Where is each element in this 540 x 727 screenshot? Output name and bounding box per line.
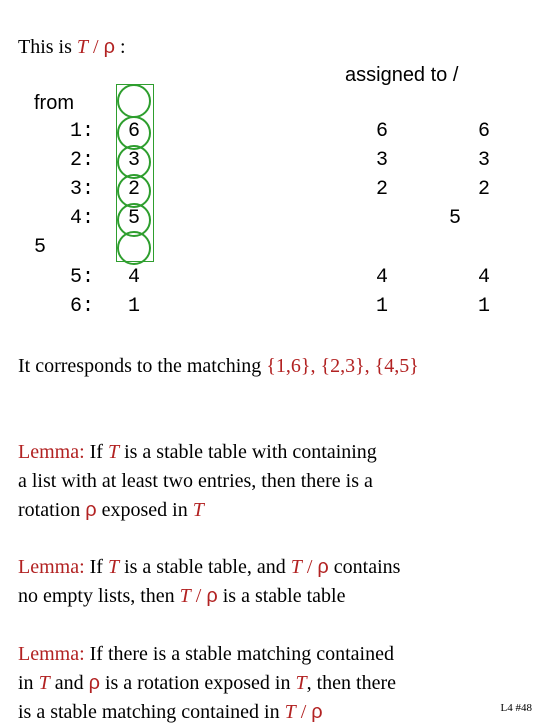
- row-label-1: 1:: [70, 120, 95, 143]
- lemma-1-rho: ρ: [85, 499, 97, 521]
- slide-number: L4 #48: [500, 702, 532, 714]
- lemma-2-T3: T: [179, 585, 191, 607]
- lemma-1-T2: T: [192, 499, 204, 521]
- row-label-5: 5:: [70, 266, 95, 289]
- lemma-2-label: Lemma:: [18, 556, 85, 578]
- title-rho: ρ: [103, 36, 115, 58]
- lemma-1: [18, 438, 377, 525]
- col1-row-5: 4: [128, 266, 141, 289]
- lemma-2-text-d: no empty lists, then: [18, 585, 180, 607]
- lemma-2-rho-2: ρ: [206, 585, 218, 607]
- col2-row-3: 2: [376, 178, 389, 201]
- title-T: T: [76, 36, 89, 58]
- lemma-3-slash: /: [295, 701, 312, 723]
- lemma-2-slash: /: [301, 556, 318, 578]
- lemma-3-line-2: [18, 669, 396, 698]
- lemma-3-label: Lemma:: [18, 643, 85, 665]
- lemma-3-text-f: is a stable matching contained in: [18, 701, 285, 723]
- col2-row-5: 4: [376, 266, 389, 289]
- lemma-2-rho: ρ: [317, 556, 329, 578]
- lemma-2-text-b: is a stable table, and: [119, 556, 291, 578]
- lemma-3-line-3: [18, 698, 396, 727]
- matching-pairs: {1,6}, {2,3}, {4,5}: [266, 355, 419, 377]
- lemma-1-line-1: [18, 438, 377, 467]
- col3-row-6: 1: [478, 295, 491, 318]
- col2-row-2: 3: [376, 149, 389, 172]
- matching-prefix: It corresponds to the matching: [18, 355, 267, 377]
- lemma-2-text-e: is a stable table: [217, 585, 346, 607]
- row-label-2: 2:: [70, 149, 95, 172]
- row-label-3: 3:: [70, 178, 95, 201]
- lemma-2-text-a: If: [84, 556, 108, 578]
- row-label-4: 4:: [70, 207, 95, 230]
- matching-line: [18, 352, 419, 381]
- lemma-2-text-c: contains: [328, 556, 401, 578]
- from-header: from: [34, 92, 74, 114]
- slide-title: [18, 36, 126, 59]
- stray-five-mid: 5: [449, 207, 462, 230]
- lemma-3-line-1: [18, 640, 396, 669]
- lemma-3-text-a: If there is a stable matching contained: [84, 643, 394, 665]
- assigned-header: assigned to /: [345, 64, 459, 86]
- circle-top-empty: [117, 84, 151, 118]
- col1-row-4: 5: [128, 207, 141, 230]
- lemma-1-line-2: a list with at least two entries, then there is a: [18, 470, 373, 492]
- lemma-2: [18, 553, 400, 611]
- lemma-3-rho-2: ρ: [311, 701, 323, 723]
- col1-row-1: 6: [128, 120, 141, 143]
- lemma-3-T3: T: [284, 701, 296, 723]
- lemma-3-text-c: and: [49, 672, 89, 694]
- title-suffix: :: [114, 36, 126, 58]
- lemma-3-T: T: [38, 672, 50, 694]
- title-prefix: This is: [18, 36, 77, 58]
- lemma-2-slash-2: /: [190, 585, 207, 607]
- col1-row-6: 1: [128, 295, 141, 318]
- col2-row-6: 1: [376, 295, 389, 318]
- lemma-1-text-b: is a stable table with containing: [119, 441, 377, 463]
- title-slash: /: [88, 36, 104, 58]
- lemma-1-T: T: [107, 441, 120, 463]
- stray-five-left: 5: [34, 236, 47, 259]
- lemma-3-text-e: , then there: [306, 672, 397, 694]
- lemma-3: [18, 640, 396, 727]
- col1-row-2: 3: [128, 149, 141, 172]
- row-label-6: 6:: [70, 295, 95, 318]
- lemma-2-line-2: [18, 582, 400, 611]
- lemma-2-T: T: [107, 556, 120, 578]
- lemma-1-label: Lemma:: [18, 441, 85, 463]
- col3-row-5: 4: [478, 266, 491, 289]
- lemma-2-T2: T: [290, 556, 302, 578]
- lemma-3-T2: T: [295, 672, 307, 694]
- col3-row-1: 6: [478, 120, 491, 143]
- lemma-1-text-d: exposed in: [96, 499, 193, 521]
- lemma-3-text-d: is a rotation exposed in: [99, 672, 296, 694]
- lemma-2-line-1: [18, 553, 400, 582]
- col3-row-3: 2: [478, 178, 491, 201]
- circle-bottom-empty: [117, 231, 151, 265]
- col2-row-1: 6: [376, 120, 389, 143]
- lemma-3-rho: ρ: [88, 672, 100, 694]
- lemma-1-line-3: [18, 496, 377, 525]
- col3-row-2: 3: [478, 149, 491, 172]
- col1-row-3: 2: [128, 178, 141, 201]
- lemma-1-text-c: rotation: [18, 499, 86, 521]
- lemma-1-text-a: If: [84, 441, 108, 463]
- lemma-3-text-b: in: [18, 672, 39, 694]
